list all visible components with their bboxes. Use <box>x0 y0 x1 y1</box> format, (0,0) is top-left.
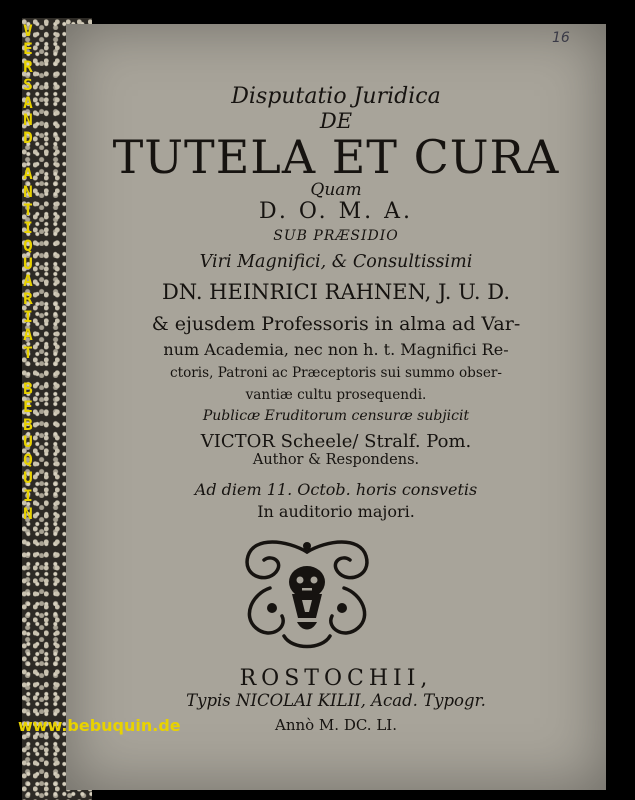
imprint-printer: Typis NICOLAI KILII, Acad. Typogr. <box>186 691 486 710</box>
watermark-letter: I <box>23 217 33 237</box>
watermark-letter: D <box>23 128 33 148</box>
printers-ornament-icon <box>232 532 382 660</box>
watermark-letter: N <box>23 110 33 130</box>
watermark-letter: N <box>23 182 33 202</box>
body-line-2: num Academia, nec non h. t. Magnifici Re- <box>163 340 509 359</box>
date-line: Ad diem 11. Octob. horis consvetis <box>194 480 478 499</box>
watermark-vertical-text <box>17 22 39 523</box>
watermark-letter: Q <box>23 235 33 255</box>
main-title: TUTELA ET CURA <box>112 130 560 184</box>
watermark-letter: N <box>23 504 33 524</box>
body-line-4: vantiæ cultu prosequendi. <box>245 387 427 403</box>
watermark-letter: I <box>23 307 33 327</box>
body-line-3: ctoris, Patroni ac Præceptoris sui summo obser- <box>170 365 502 381</box>
quam-line: Quam <box>310 180 362 200</box>
watermark-letter: R <box>23 289 33 309</box>
author-role: Author & Respondens. <box>252 452 420 468</box>
sub-praesidio-line: SUB PRÆSIDIO <box>273 228 399 244</box>
watermark-letter: U <box>23 432 33 452</box>
author-name: VICTOR Scheele/ Stralf. Pom. <box>200 431 472 452</box>
praeses-name: DN. HEINRICI RAHNEN, J. U. D. <box>161 280 511 304</box>
watermark-letter: A <box>23 164 33 184</box>
watermark-letter: B <box>23 414 33 434</box>
pencil-annotation: 16 <box>552 30 570 46</box>
watermark-letter: T <box>23 343 33 363</box>
watermark-letter: V <box>23 21 33 40</box>
watermark-url: www.bebuquin.de <box>18 716 181 735</box>
imprint-place: ROSTOCHII, <box>239 666 433 691</box>
watermark-letter: E <box>23 396 33 416</box>
doma-line: D. O. M. A. <box>259 199 413 224</box>
viri-magnifici-line: Viri Magnifici, & Consultissimi <box>199 252 473 272</box>
watermark-letter: U <box>23 253 33 273</box>
watermark-letter: A <box>23 92 33 112</box>
watermark-letter: I <box>23 486 33 506</box>
preposition-de: DE <box>319 109 353 133</box>
watermark-letter: T <box>23 199 33 219</box>
censurae-line: Publicæ Eruditorum censuræ subjicit <box>202 408 470 424</box>
watermark-letter: B <box>23 378 33 398</box>
watermark-letter: U <box>23 468 33 488</box>
disputation-heading: Disputatio Juridica <box>231 84 441 109</box>
watermark-letter: E <box>23 38 33 58</box>
auditorium-line: In auditorio majori. <box>257 502 415 521</box>
imprint-year: Annò M. DC. LI. <box>274 716 397 734</box>
watermark-letter: A <box>23 325 33 345</box>
watermark-letter: S <box>23 74 33 94</box>
watermark-letter: A <box>23 271 33 291</box>
watermark-letter: R <box>23 56 33 76</box>
watermark-letter: Q <box>23 450 33 470</box>
body-line-1: & ejusdem Professoris in alma ad Var- <box>151 313 521 335</box>
